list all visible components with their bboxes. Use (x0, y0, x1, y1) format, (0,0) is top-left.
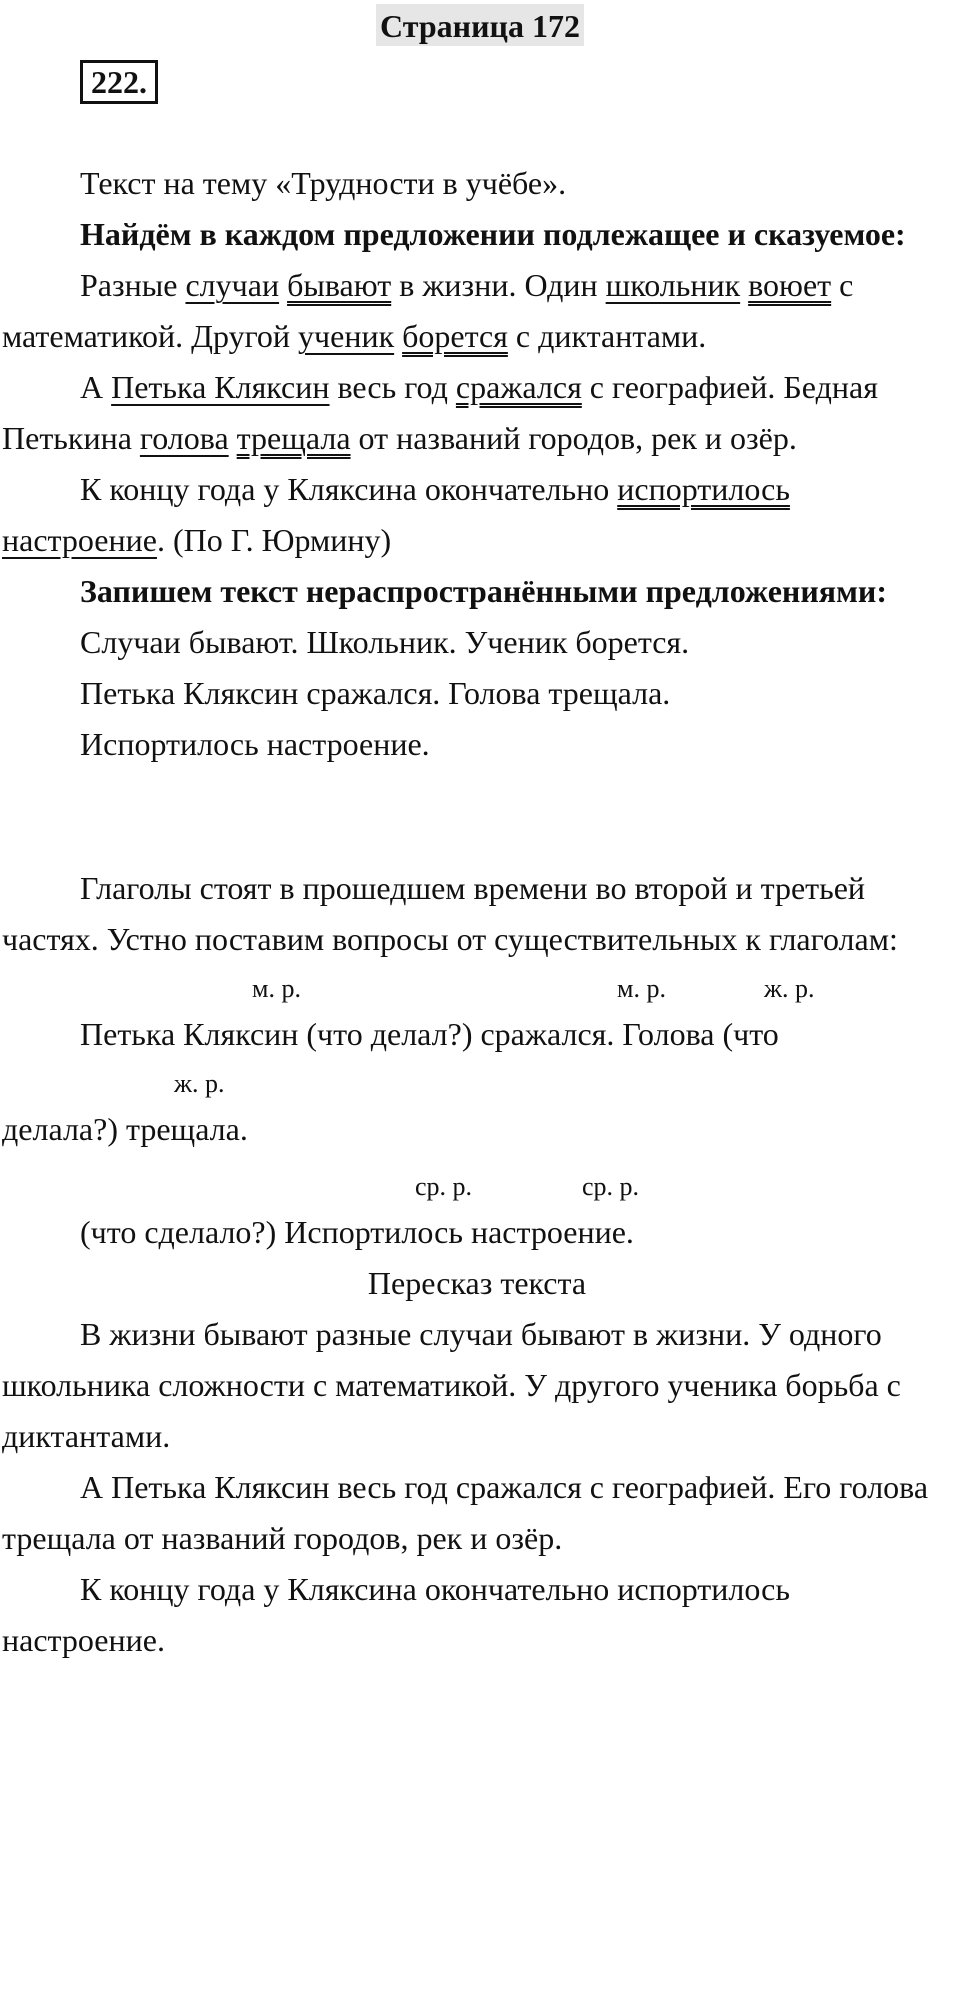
gender-label: ср. р. (415, 1172, 473, 1201)
page-title: Страница 172 (376, 4, 584, 46)
subject-word: школьник (605, 267, 741, 303)
retelling-paragraph: К концу года у Кляксина окончательно испортилось настроение. (2, 1571, 790, 1658)
text-run: с математикой. Другой (2, 267, 854, 354)
gender-label-row (2, 1163, 952, 1207)
subject-word: Петька Кляксин (111, 369, 330, 405)
text-run: К концу года у Кляксина окончательно (80, 471, 618, 507)
verbs-note: Глаголы стоят в прошедшем времени во второй и третьей частях. Устно поставим вопросы от существительных к глаголам: (2, 870, 898, 957)
gender-label: ср. р. (582, 1172, 640, 1201)
retelling-paragraph: В жизни бывают разные случаи бывают в жизни. У одного школьника сложности с математикой. У другого ученика борьба с диктантами. (2, 1316, 901, 1454)
text-run: А (80, 369, 112, 405)
short-sentence-line: Испортилось настроение. (80, 726, 430, 762)
predicate-word: испортилось (617, 471, 790, 507)
question-line: (что сделало?) Испортилось настроение. (80, 1214, 634, 1250)
spacer (2, 770, 952, 863)
text-run (740, 267, 748, 303)
subject-word: голова (139, 420, 229, 456)
predicate-word: бывают (287, 267, 392, 303)
gender-label: ж. р. (764, 974, 815, 1003)
text-run (279, 267, 287, 303)
subject-word: настроение (2, 522, 157, 558)
exercise-number: 222. (80, 60, 158, 104)
source-paragraph-1 (2, 260, 952, 362)
gender-label: м. р. (252, 974, 301, 1003)
text-run: с географией. Бедная Петькина (2, 369, 878, 456)
predicate-word: трещала (236, 420, 351, 456)
subject-word: случаи (185, 267, 280, 303)
short-sentence-line: Петька Кляксин сражался. Голова трещала. (80, 675, 671, 711)
gender-label-row (2, 1060, 952, 1104)
task-heading-2: Запишем текст нераспространёнными предложениями: (80, 573, 887, 609)
text-run (394, 318, 402, 354)
exercise-body (2, 158, 952, 1666)
text-run: весь год (329, 369, 456, 405)
text-run: с диктантами. (507, 318, 707, 354)
page-header (0, 4, 960, 46)
predicate-word: сражался (455, 369, 582, 405)
source-paragraph-3 (2, 464, 952, 566)
gender-label-row (2, 965, 952, 1009)
text-run (229, 420, 237, 456)
retelling-paragraph: А Петька Кляксин весь год сражался с географией. Его голова трещала от названий городов, рек и озёр. (2, 1469, 929, 1556)
text-run: . (По Г. Юрмину) (156, 522, 392, 558)
text-run: Разные (80, 267, 186, 303)
subject-word: ученик (298, 318, 395, 354)
source-paragraph-2 (2, 362, 952, 464)
question-line: Петька Кляксин (что делал?) сражался. Голова (что (80, 1016, 779, 1052)
text-run: от названий городов, рек и озёр. (350, 420, 797, 456)
gender-label: м. р. (617, 974, 666, 1003)
topic-line: Текст на тему «Трудности в учёбе». (80, 165, 567, 201)
task-heading-1: Найдём в каждом предложении подлежащее и сказуемое: (80, 216, 906, 252)
retelling-title: Пересказ текста (367, 1265, 587, 1301)
text-run: в жизни. Один (391, 267, 606, 303)
question-line: делала?) трещала. (2, 1111, 248, 1147)
predicate-word: борется (402, 318, 508, 354)
gender-label: ж. р. (174, 1069, 225, 1098)
predicate-word: воюет (748, 267, 832, 303)
short-sentence-line: Случаи бывают. Школьник. Ученик борется. (80, 624, 690, 660)
